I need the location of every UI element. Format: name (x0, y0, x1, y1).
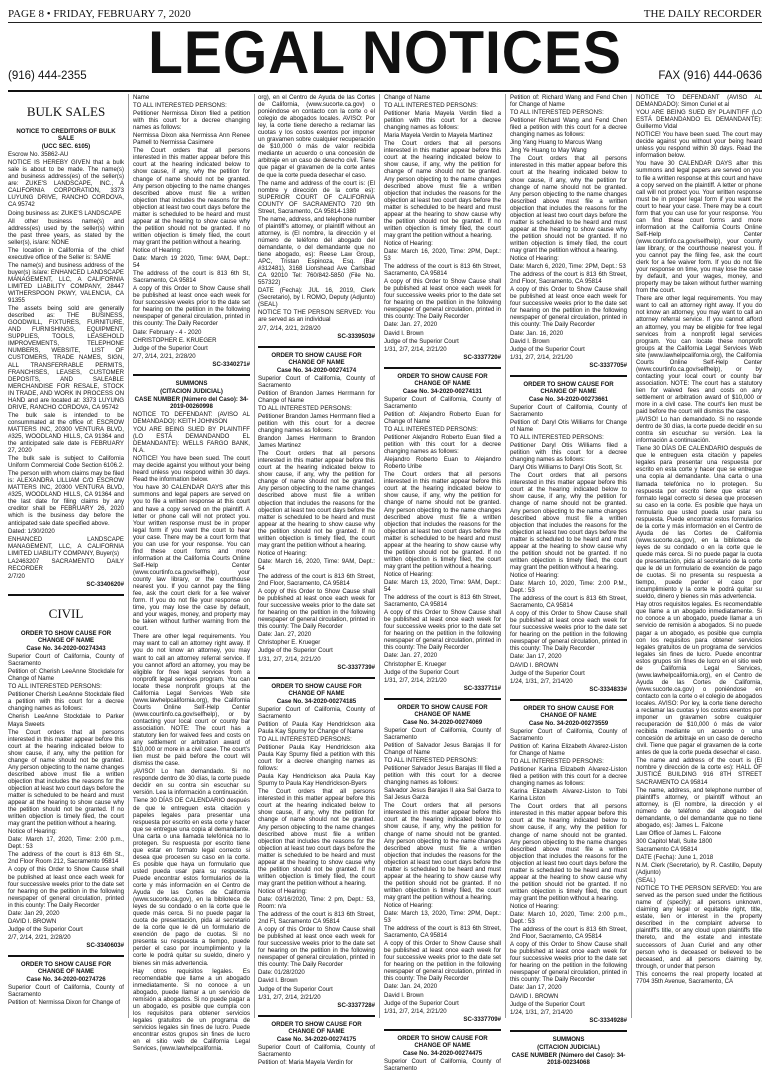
notice-text: Petitioner Daryl Otis Williams filed a petition with this court for a decree changing names as follows: (510, 442, 627, 464)
notice-heading: (CITACION JUDICIAL) (160, 387, 223, 395)
notice-text: A copy of this Order to Show Cause shall be published at least once each week for four successive weeks prior to the date set for hearing on the petition in the following newspaper of general circulation, printed in this county: The Daily Recorder (8, 866, 124, 909)
notice-text: 1/24, 1/31, 2/7, 2/14/20 (510, 1008, 573, 1016)
notice-text: All other business name(s) and address(es) used by the seller(s) within the past three years, as stated by the seller(s), is/are: NONE (8, 217, 124, 246)
notice-text: Date: Jan. 27, 2020 (384, 321, 438, 329)
notice-heading: Case No. 34-2020-00274069 (402, 718, 483, 726)
notice-ref-number: SC-3337720# (463, 353, 501, 361)
notice-heading: Case No. 34-2020-00274726 (26, 976, 106, 984)
notice-text: Petitioner Alejandro Roberto Euan filed a petition with this court for a decree changing names as follows: (384, 434, 501, 456)
notice-heading: Case No. 34-2020-00274475 (402, 1049, 483, 1057)
notice-text: Petition of: Alejandro Roberto Euan for Change of Name (384, 410, 501, 425)
notice-text: The address of the court is 813 6th Street, 2nd Fl, Sacramento CA 95814 (258, 911, 375, 926)
notice-text: The address of the court is 813 6th Street, Sacramento, CA 95814 (510, 595, 627, 610)
notice-text: 1/31, 2/7, 2/14, 2/21/20 (384, 676, 447, 684)
column-6 (636, 94, 762, 1018)
notice-text: Date: 03/16/2020, Time: 2 pm, Dept.: 53, Room: n/a (258, 895, 375, 911)
column-divider (254, 94, 255, 1018)
notice-text: Superior Court of California, County of Sacramento (8, 984, 124, 999)
notice-heading: ORDER TO SHOW CAUSE FOR CHANGE OF NAME (397, 1034, 488, 1049)
notice-separator (510, 375, 627, 377)
notice-text: Petitioner Salvador Jesus Barajas III filed a petition with this court for a decree changing names as follows: (384, 765, 501, 787)
notice-text: TO ALL INTERESTED PERSONS: (510, 758, 604, 766)
page-title: LEGAL NOTICES (148, 19, 622, 86)
notice-text: DAVID I. BROWN (510, 992, 559, 1000)
notice-text: NOTICE TO DEFENDANT (AVISO AL DEMANDADO): Simon Curiel et al (636, 94, 762, 109)
notice-text: David I. Brown (384, 991, 424, 999)
notice-text: Petitioner Karina Elizabeth Alvarez-Liston filed a petition with this court for a decree changing names as follows: (510, 766, 627, 788)
notice-text: Date: Jan 17, 2020 (510, 653, 562, 661)
column-divider (128, 94, 129, 1018)
notice-text: TO ALL INTERESTED PERSONS: (384, 426, 478, 434)
notice-text: You have 30 CALENDAR DAYS after this summons and legal papers are served on you to file a written response at this court and have a copy served on the plaintiff. A letter or phone call will not protect you. Your written response must be in proper legal form if you want the court to hear your case. There may be a court form that you can use for your response. You can find these court forms and more information at the California Courts Online Self-Help Center (www.courtinfo.ca.gov/selfhelp), your county law library, or the courthouse nearest you. If you cannot pay the filing fee, ask the court clerk for a fee waiver form. If you do not file your response on time, you may lose the case by default, and your wages, money, and property may be taken without further warning from the court. (133, 484, 250, 633)
notice-text: The name, address, and telephone number of plaintiff's attorney, or plaintiff without an attorney, is (El nombre, la dirección y el número de teléfono del abogado del demandante, o del demandante que no tiene abogado, es): James L. Falcone (636, 786, 762, 829)
notice-text: NOTICE! You have been sued. The court may decide against you without your being heard unless you respond within 30 days. Read the information below. (636, 131, 762, 160)
notice-text: org), en el Centro de Ayuda de las Cortes de California, (www.sucorte.ca.gov) o poniéndose en contacto con la corte o el colegio de abogados locales. AVISO: Por ley, la corte tiene derecho a reclamar las cuotas y los costos exentos por imponer un gravamen sobre cualquier recuperación de $10,000 ó más de valor recibida mediante un acuerdo o una concesión de arbitraje en un caso de derecho civil. Tiene que pagar el gravamen de la corte antes de que la corte pueda desechar el caso. (258, 94, 375, 179)
notice-heading: Case No. 34-2020-00273661 (528, 395, 609, 403)
notice-ref-number: SC-3334833# (589, 685, 627, 693)
notice-text: Christopher E. Krueger (384, 660, 447, 668)
notice-ref-number: SC-3340603# (86, 941, 124, 949)
notice-text: Petitioner Paula Kay Hendrickson aka Paula Kay Spurny filed a petition with this court for a decree changing names as follows: (258, 743, 375, 773)
notice-text: The address of the court is 813 6th Street, Sacramento, CA 95814 (384, 263, 501, 278)
notice-text: (SEAL) (636, 877, 656, 885)
notice-ref-number: SC-3337739# (337, 663, 375, 671)
notice-text: NOTICE! You have been sued. The court may decide against you without your being heard unless you respond within 30 days. Read the information below. (133, 455, 250, 484)
notice-text: LA2463207 SACRAMENTO DAILY RECORDER (8, 557, 124, 572)
notice-text: Daryl Otis Williams to Daryl Otis Scott, Sr. (510, 464, 623, 472)
notice-ref-number: SC-3337711# (463, 684, 501, 692)
notice-text: The address of the court is 813 6th Street, Sacramento, CA 95814 (384, 925, 501, 940)
notice-text: A copy of this Order to Show Cause shall be published at least once each week for four successive weeks prior to the date set for hearing on the petition in the following newspaper of general circulation, printed in this county: The Daily Recorder (384, 278, 501, 321)
notice-text: Notice of Hearing: (510, 571, 559, 579)
notice-heading: CASE NUMBER (Número del Caso): 34-2018-00234068 (511, 1051, 626, 1066)
column-4 (384, 94, 501, 1072)
notice-text: A copy of this Order to Show Cause shall be published at least once each week for four successive weeks prior to the date set for hearing on the petition in the following newspaper of general circulation, printed in this county: The Daily Recorder (258, 588, 375, 631)
notice-heading: (CITACION JUDICIAL) (537, 1043, 600, 1051)
notice-text: Superior Court of California, County of Sacramento (8, 653, 124, 668)
notice-text: Judge of the Superior Court (8, 925, 83, 933)
notice-text: The address of the court is 813 6th Street, 2nd Floor, Sacramento, CA 95814 (258, 573, 375, 588)
notice-heading: Case No. 34-2020-00274185 (276, 697, 357, 705)
notice-text: The Court orders that all persons interested in this matter appear before this court at the hearing indicated below to show cause, if any, why the petition for change of name should not be granted. Any person objecting to the name changes described above must file a written objection that includes the reasons for the objection at least two court days before the matter is scheduled to be heard and must appear at the hearing to show cause why the petition should not be granted. If no written objection is timely filed, the court may grant the petition without a hearing. (510, 472, 627, 571)
notice-text: Escrow No. 35862-AU (8, 151, 69, 159)
notice-text: TO ALL INTERESTED PERSONS: (258, 404, 352, 412)
section-heading: BULK SALES (26, 104, 106, 119)
notice-text: Date: 01/28/2020 (258, 969, 305, 977)
notice-text: Change of Name (384, 94, 431, 101)
column-5 (510, 94, 627, 1066)
notice-text: A copy of this Order to Show Cause shall be published at least once each week for four successive weeks prior to the date set for hearing on the petition in the following newspaper of general circulation, printed in this county: The Daily Recorder (510, 941, 627, 984)
notice-separator (8, 955, 124, 957)
notice-text: NOTICE TO THE PERSON SERVED: You are served as the person sued under the fictitious name of (specify): all persons unknown, claiming any legal or equitable right, title, estate, lien or interest in the property described in the complaint adverse to plaintiff's title, or any cloud upon plaintiffs title thereto, and the estate and intestate successors of Juan Curiel and any other person who is deceased or believed to be deceased, and all persons claiming by, through, or under that person (636, 885, 762, 970)
notice-text: Notice of Hearing: (8, 828, 57, 836)
notice-heading: Case No. 34-2020-00273559 (528, 719, 609, 727)
notice-text: Judge of the Superior Court (510, 1000, 585, 1008)
notice-text: Petition of: Richard Wang and Fend Chen for Change of Name (510, 94, 627, 109)
notice-text: ENHANCED LANDSCAPE MANAGEMENT, LLC, A CALIFORNIA LIMITED LIABILITY COMPANY, Buyer(s) (8, 535, 124, 557)
notice-text: The Court orders that all persons interested in this matter appear before this court at the hearing indicated below to show cause, if any, why the petition for change of name should not be granted. Any person objecting to the name changes described above must file a written objection that includes the reasons for the objection at least two court days before the matter is scheduled to be heard and must appear at the hearing to show cause why the petition should not be granted. If no written objection is timely filed, the court may grant the petition without a hearing. (510, 155, 627, 254)
notice-text: Petition of: Daryl Otis Williams for Change of Name (510, 418, 627, 434)
notice-text: Date: March 13, 2020, Time: 2PM, Dept.: 53 (384, 910, 501, 925)
notice-text: The address of the court is 813 6th St., 2nd Floor Room 212, Sacramento 95814 (8, 851, 124, 866)
newspaper-name: THE DAILY RECORDER (643, 8, 762, 20)
notice-text: Date: March 6, 2020, Time: 2PM, Dept.: 53 (510, 263, 626, 271)
notice-text: Notice of Hearing: (510, 902, 559, 910)
notice-heading: NOTICE TO CREDITORS OF BULK SALE (16, 128, 116, 143)
notice-text: TO ALL INTERESTED PERSONS: (384, 757, 478, 765)
notice-ref-number: SC-3337728# (337, 1001, 375, 1009)
notice-text: Petitioner Maria Mayela Verdin filed a petition with this court for a decree changing names as follows: (384, 110, 501, 132)
notice-text: Notice of Hearing: (258, 887, 307, 895)
notice-text: 300 Capitol Mall, Suite 1800 (636, 837, 713, 845)
notice-text: A copy of this Order to Show Cause shall be published at least once each week for four successive weeks prior to the date set for hearing on the petition in the following newspaper of general circulation, printed in this county: The Daily Recorder (258, 926, 375, 969)
notice-text: This concerns the real property located at 7704 35th Avenue, Sacramento, CA (636, 970, 762, 985)
notice-text: Date: March 10, 2020, Time: 2:00 p.m., Dept.: 53 (510, 911, 627, 926)
notice-text: Judge of the Superior Court (258, 985, 333, 993)
column-2 (133, 94, 250, 1053)
notice-text: Judge of the Superior Court (384, 999, 459, 1007)
notice-text: NOTICE TO DEFENDANT: (AVISO AL DEMANDADO): KEITH JOHNSON (133, 410, 250, 425)
notice-text: A copy of this Order to Show Cause shall be published at least once each week for four successive weeks prior to the date set for hearing on the petition in the following newspaper of general circulation, printed in this county: The Daily Recorder (384, 940, 501, 983)
notice-text: Petition of: Maria Mayela Verdin for (258, 1058, 353, 1066)
notice-text: Date: March 17, 2020, Time: 2:00 p.m., Dept.: 53 (8, 836, 124, 851)
notice-text: YOU ARE BEING SUED BY PLAINTIFF (LO ESTÁ DEMANDANDO EL DEMANDANTE): Guillermo Vidal (636, 109, 762, 131)
notice-heading: Case No. 34-2020-00274131 (402, 387, 483, 395)
notice-text: 1/31, 2/7, 2/14, 2/21/20 (258, 993, 321, 1001)
notice-text: Petition of: Karina Elizabeth Alvarez-Liston for Change of Name (510, 742, 627, 757)
notice-text: N.M. Clerk (Secretario), by R. Castillo, Deputy (Adjunto) (636, 862, 762, 877)
notice-text: TO ALL INTERESTED PERSONS: (510, 434, 604, 442)
column-divider (505, 94, 506, 1018)
notice-text: Hay otros requisitos legales. Es recomendable que llame a un abogado inmediatamente. Si no conoce a un abogado, puede llamar a un servicio de remisión a abogados. Si no puede pagar a un abogado, es posible que cumpla con los requisitos para obtener servicios legales gratuitos de un programa de servicios legales sin fines de lucro. Puede encontrar estos grupos sin fines de lucro en el sitio web de California Legal Services, (www.lawhelpcalifornia.org), en el Centro de Ayuda de las Cortes de California, (www.sucorte.ca.gov) o poniéndose en contacto con la corte o el colegio de abogados locales. AVISO: Por ley, la corte tiene derecho a reclamar las cuotas y los costos exentos por imponer un gravamen sobre cualquier recuperación de $10,000 ó más de valor recibida mediante un acuerdo o una concesión de arbitraje en un caso de derecho civil. Tiene que pagar el gravamen de la corte antes de que la corte pueda desechar el caso. (636, 601, 762, 757)
notice-text: Christopher E. Krueger (258, 639, 321, 647)
notice-text: NOTICE TO THE PERSON SERVED: You are served as an individual (258, 309, 375, 324)
notice-text: Date: March 19 2020, Time: 9AM, Dept.: 54 (133, 255, 250, 270)
notice-separator (258, 677, 375, 679)
notice-heading: SUMMONS (552, 1035, 585, 1043)
notice-text: YOU ARE BEING SUED BY PLAINTIFF (LO ESTÁ DEMANDANDO EL DEMANDANTE): WELLS FARGO BANK, N.A. (133, 426, 250, 455)
column-divider (379, 94, 380, 1018)
notice-text: A copy of this Order to Show Cause shall be published at least once each week for four successive weeks prior to the date set for hearing on the petition in the following newspaper of general circulation, printed in this county: The Daily Recorder (510, 286, 627, 329)
notice-heading: ORDER TO SHOW CAUSE FOR CHANGE OF NAME (20, 629, 112, 644)
notice-text: DAVID I. BROWN (8, 917, 57, 925)
notice-separator (510, 1030, 627, 1032)
notice-text: Date: Jan. 27, 2020 (258, 631, 312, 639)
notice-text: 1/24, 1/31, 2/7, 2/14/20 (510, 677, 573, 685)
notice-text: The address of the court is 813 6th Street, Sacramento, CA 95814 (384, 594, 501, 609)
notice-text: The address of the court is 813 6th Street, 2nd Floor, Sacramento, CA 95814 (510, 271, 627, 286)
notice-text: TO ALL INTERESTED PERSONS: (510, 109, 604, 117)
notice-heading: (UCC SEC. 6105) (41, 143, 91, 151)
notice-text: The Court orders that all persons interested in this matter appear before this court at the hearing indicated below to show cause, if any, why the petition for change of name should not be granted. Any person objecting to the name changes described above must file a written objection that includes the reasons for the objection at least two court days before the matter is scheduled to be heard and must appear at the hearing to show cause why the petition should not be granted. If no written objection is timely filed, the court may grant the petition without a hearing. (384, 140, 501, 239)
notice-text: Petitioner Nermissa Dixon filed a petition with this court for a decree changing names as follows: (133, 110, 250, 132)
notice-text: DAVID I. BROWN (510, 661, 559, 669)
notice-text: Superior Court of California, County of Sacramento (384, 395, 501, 410)
notice-ref-number: SC-3340271# (212, 360, 250, 368)
notice-text: Alejandro Roberto Euan to Alejandro Roberto Uribe (384, 456, 501, 471)
notice-text: The bulk sale is subject to California Uniform Commercial Code Section 6106.2. (8, 455, 124, 470)
notice-text: Notice of Hearing: (510, 255, 559, 263)
column-1 (8, 94, 124, 1018)
notice-text: The Court orders that all persons interested in this matter appear before this court at the hearing indicated below to show cause, if any, why the petition for change of name should not be granted. Any person objecting to the name changes described above must file a written objection that includes the reasons for the objection at least two court days before the matter is scheduled to be heard and must appear at the hearing to show cause why the petition should not be granted. If no written objection is timely filed, the court may grant the petition without a hearing. (258, 450, 375, 549)
notice-text: Petitioner Brandon James Herrmann filed a petition with this court for a decree changing names as follows: (258, 412, 375, 435)
notice-text: Petition of: Cherish LeeAnne Stockdale for Change of Name (8, 668, 124, 683)
notice-heading: CASE NUMBER (Número del Caso): 34-2019-00260998 (134, 395, 249, 410)
notice-ref-number: SC-3334928# (589, 1016, 627, 1024)
notice-text: Judge of the Superior Court (510, 345, 585, 353)
notice-text: Nermissa Dixon aka Nermissa Ann Renee Pamell to Nermissa Casimere (133, 132, 250, 147)
notice-text: Doing business as: ZUKE'S LANDSCAPE (8, 209, 122, 217)
notice-text: Paula Kay Hendrickson aka Paula Kay Spurny to Paula Kay Hendrickson-Byers (258, 773, 375, 788)
notice-text: Name (133, 94, 150, 101)
notice-text: The location in California of the chief executive office of the Seller is: SAME (8, 246, 124, 261)
notice-text: TO ALL INTERESTED PERSONS: (258, 735, 352, 743)
notice-heading: Case No. 34-2020-00274174 (276, 366, 357, 374)
notice-text: The Court orders that all persons interested in this matter appear before this court at the hearing indicated below to show cause, if any, why the petition for change of name should not be granted. Any person objecting to the name changes described above must file a written objection that includes the reasons for the objection at least two court days before the matter is scheduled to be heard and must appear at the hearing to show cause why the petition should not be granted. If no written objection is timely filed, the court may grant the petition without a hearing. (384, 471, 501, 570)
notice-text: Brandon James Herrmann to Brandon James Martinez (258, 435, 375, 450)
notice-text: Law Office of James L. Falcone (636, 829, 722, 837)
notice-text: Superior Court of California, County of Sacramento (384, 1057, 501, 1072)
notice-text: The Court orders that all persons interested in this matter appear before this court at the hearing indicated below to show cause, if any, why the petition for change of name should not be granted. Any person objecting to the name changes described above must file a written objection that includes the reasons for the objection at least two court days before the matter is scheduled to be heard and must appear at the hearing to show cause why the petition should not be granted. If no written objection is timely filed, the court may grant the petition without a hearing. (258, 788, 375, 887)
notice-text: Karina Elizabeth Alvarez-Liston to Tobi Karina Liston (510, 788, 627, 803)
notice-separator (384, 367, 501, 369)
notice-text: Hay otros requisitos legales. Es recomendable que llame a un abogado inmediatamente. Si no conoce a un abogado, puede llamar a un servicio de remisión a abogados. Si no puede pagar a un abogado, es posible que cumpla con los requisitos para obtener servicios legales gratuitos de un programa de servicios legales sin fines de lucro. Puede encontrar estos grupos sin fines de lucro en el sitio web de California Legal Services, (www.lawhelpcalifornia. (133, 967, 250, 1053)
notice-heading: ORDER TO SHOW CAUSE FOR CHANGE OF NAME (271, 1020, 362, 1035)
notice-heading: ORDER TO SHOW CAUSE FOR CHANGE OF NAME (271, 682, 362, 697)
notice-separator (8, 594, 124, 596)
notice-text: Superior Court of California, County of Sacramento (510, 403, 627, 418)
notice-text: Tiene 30 DÍAS DE CALENDARIO después de que le entreguen esta citación y papeles legales para presentar una respuesta por escrito en esta corte y hacer que se entregue una copia al demandante. Una carta o una llamada telefónica no lo protegen. Su respuesta por escrito tiene que estar en formato legal correcto si desea que procesen su caso en la corte. Es posible que haya un formulario que usted pueda usar para su respuesta. Puede encontrar estos formularios de la corte y más información en el Centro de Ayuda de las Cortes de California (www.sucorte.ca.gov), en la biblioteca de leyes de su condado o en la corte que le quede más cerca. Si no puede pagar la cuota de presentación, pida al secretario de la corte que le dé un formulario de exención de pago de cuotas. Si no presenta su respuesta a tiempo, puede perder el caso por incumplimiento y la corte le podrá quitar su sueldo, dinero y bienes sin más advertencia. (133, 797, 250, 967)
notice-text: Date: March 16, 2020, Time: 2PM, Dept.: 53 (384, 247, 501, 263)
notice-text: Notice of Hearing: (133, 246, 182, 254)
notice-text: David I. Brown (384, 329, 424, 337)
notice-heading: ORDER TO SHOW CAUSE FOR CHANGE OF NAME (397, 372, 488, 387)
notice-text: Jing Yang Huang to Marcus Wang (510, 139, 603, 147)
notice-text: A copy of this Order to Show Cause shall be published at least once each week for four successive weeks prior to the date set for hearing on the petition in the following newspaper of general circulation, printed in this county: The Daily Recorder (133, 285, 250, 328)
notice-text: TO ALL INTERESTED PERSONS: (133, 102, 227, 110)
notice-text: DATE (Fecha): JUL 16, 2019, Clerk (Secretario), by I. ROMO, Deputy (Adjunto) (SEAL) (258, 287, 375, 309)
notice-text: The address of the court is 813 6th St, Sacramento, CA 95814 (133, 270, 250, 285)
notice-text: The Court orders that all persons interested in this matter appear before this court at the hearing indicated below to show cause, if any, why the petition for change of name should not be granted. Any person objecting to the name changes described above must file a written objection that includes the reasons for the objection at least two court days before the matter is scheduled to be heard and must appear at the hearing to show cause why the petition should not be granted. If no written objection is timely filed, the court may grant the petition without a hearing. (384, 802, 501, 901)
page-date-label: PAGE 8 • FRIDAY, FEBRUARY 7, 2020 (8, 8, 191, 20)
notice-text: TO ALL INTERESTED PERSONS: (384, 102, 478, 110)
notice-text: Date: March 10, 2020, Time: 2:00 P.M., Dept.: 53 (510, 580, 627, 595)
notice-separator (258, 1015, 375, 1017)
notice-text: Petition of: Nermissa Dixon for Change of (8, 999, 121, 1007)
notice-text: Notice of Hearing: (258, 549, 307, 557)
notice-heading: ORDER TO SHOW CAUSE FOR CHANGE OF NAME (397, 703, 488, 718)
notice-text: Superior Court of California, County of Sacramento (510, 727, 627, 742)
notice-text: Petitioner Richard Wang and Fend Chen filed a petition with this court for a decree changing names as follows: (510, 117, 627, 139)
notice-text: 1/31, 2/7, 2/14, 2/21/20 (510, 353, 573, 361)
notice-text: Jing Ye Huang to May Wang (510, 147, 587, 155)
notice-text: Petition of Salvador Jesus Barajas II for Change of Name (384, 741, 501, 756)
notice-text: Date: February - 4 - 2020 (133, 328, 202, 336)
notice-text: Notice of Hearing: (384, 239, 433, 247)
notice-text: 2/7, 2/14, 2/21, 2/28/20 (133, 352, 196, 360)
notice-text: NOTICE IS HEREBY GIVEN that a bulk sale is about to be made. The name(s) and business address(es) of the seller(s) are: ZUKE'S LANDSCAPE, INC., A CALIFORNIA CORPORATION, 3373 LUYUNG DRIVE, RANCHO CORDOVA, CA 95742 (8, 159, 124, 209)
notice-text: The name, address, and telephone number of plaintiff's attorney, or plaintiff without an attorney, is (El nombre, la dirección y el número de teléfono del abogado del demandante, o del demandante que no tiene abogado, es): Reese Law Group, APC, Tristan Espinoza, Esq. (Bar #312481), 3168 Lionshead Ave Carlsbad CA 92010 Tel: 760/842-5850 (File No. 557322) (258, 215, 375, 287)
notice-text: Notice of Hearing: (384, 901, 433, 909)
notice-text: David I. Brown (510, 337, 550, 345)
notice-text: The Court orders that all persons interested in this matter appear before this court at the hearing indicated below to show cause, if any, why the petition for change of name should not be granted. Any person objecting to the name changes described above must file a written objection that includes the reasons for the objection at least two court days before the matter is scheduled to be heard and must appear at the hearing to show cause why the petition should not be granted. If no written objection is timely filed, the court may grant the petition without a hearing. (8, 728, 124, 828)
notice-text: 1/31, 2/7, 2/14, 2/21/20 (384, 1007, 447, 1015)
notice-text: The name(s) and business address of the buyer(s) is/are: ENHANCED LANDSCAPE MANAGEMENT, LLC, A CALIFORNIA LIMITED LIABILITY COMPANY, 28447 WITHERSPOON PKWY, VALENCIA, CA 91355 (8, 261, 124, 305)
notice-text: There are other legal requirements. You may want to call an attorney right away. If you do not know an attorney, you may want to call an attorney referral service. If you cannot afford an attorney, you may be eligible for free legal services from a nonprofit legal services program. You can locate these nonprofit groups at the California Legal Services Web site (www.lawhelpcalifornia.org), the California Courts Online Self-Help Center (www.courtinfo.ca.gov/selfhelp), or by contacting your local court or county bar association. NOTE: The court has a statutory lien for waived fees and costs on any settlement or arbitration award of $10,000 or more in a civil case. The court's lien must be paid before the court will dismiss the case. (636, 295, 762, 416)
notice-ref-number: SC-3337709# (463, 1015, 501, 1023)
notice-text: CHRISTOPHER E. KRUEGER (133, 336, 217, 344)
notice-text: 2/7, 2/14, 2/21, 2/28/20 (258, 324, 321, 332)
notice-heading: Case No. 34-2020-00274175 (276, 1035, 357, 1043)
notice-separator (384, 1029, 501, 1031)
notice-text: Date: Jan. 24, 2020 (384, 983, 438, 991)
notice-text: The Court orders that all persons interested in this matter appear before this court at the hearing indicated below to show cause, if any, why the petition for change of name should not be granted. Any person objecting to the name changes described above must file a written objection that includes the reasons for the objection at least two court days before the matter is scheduled to be heard and must appear at the hearing to show cause why the petition should not be granted. If no written objection is timely filed, the court may grant the petition without a hearing. (133, 147, 250, 246)
notice-heading: Case No. 34-2020-00274343 (26, 645, 106, 653)
notice-text: Tiene 30 DÍAS DE CALENDARIO después de que le entreguen esta citación y papeles legales para presentar una respuesta por escrito en esta corte y hacer que se entregue una copia al demandante. Una carta o una llamada telefónica no lo protegen. Su respuesta por escrito tiene que estar en formato legal correcto si desea que procesen su caso en la corte. Es posible que haya un formulario que usted pueda usar para su respuesta. Puede encontrar estos formularios de la corte y más información en el Centro de Ayuda de las Cortes de California (www.sucorte.ca.gov), en la biblioteca de leyes de su condado o en la corte que le quede más cerca. Si no puede pagar la cuota de presentación, pida al secretario de la corte que le dé un formulario de exención de pago de cuotas. Si no presenta su respuesta a tiempo, puede perder el caso por incumplimiento y la corte le podrá quitar su sueldo, dinero y bienes sin más advertencia. (636, 445, 762, 601)
notice-text: Superior Court of California, County of Sacramento (258, 705, 375, 720)
notice-text: The bulk sale is intended to be consummated at the office of: ESCROW MATTERS INC, 20300 VENTURA BLVD, #325, WOODLAND HILLS, CA 91364 and the anticipated sale date is FEBRUARY 27, 2020 (8, 411, 124, 455)
notice-text: Maria Mayela Verdin to Mayela Martinez (384, 132, 493, 140)
notice-text: Judge of the Superior Court (133, 344, 208, 352)
notice-text: Petition of Paula Kay Hendrickson aka Paula Kay Spurny for Change of Name (258, 720, 375, 735)
notice-heading: ORDER TO SHOW CAUSE FOR CHANGE OF NAME (20, 960, 112, 976)
notice-text: 1/31, 2/7, 2/14, 2/21/20 (384, 345, 447, 353)
notice-text: David I. Brown (258, 977, 298, 985)
notice-text: Superior Court of California, County of Sacramento (258, 374, 375, 389)
notice-text: Date: March 13, 2020, Time: 9AM, Dept.: 54 (384, 579, 501, 594)
section-heading: CIVIL (48, 605, 84, 621)
notice-heading: ORDER TO SHOW CAUSE FOR CHANGE OF NAME (271, 351, 362, 366)
notice-text: Superior Court of California, County of Sacramento (384, 726, 501, 741)
notice-text: ¡AVISO! Lo han demandado. Si no responde dentro de 30 días, la corte puede decidir en su contra sin escuchar su versión. Lea la información a continuación. (636, 416, 762, 445)
notice-text: Judge of the Superior Court (384, 337, 459, 345)
notice-heading: ORDER TO SHOW CAUSE FOR CHANGE OF NAME (523, 704, 614, 719)
notice-heading: SUMMONS (175, 379, 208, 387)
notice-separator (258, 346, 375, 348)
notice-text: TO ALL INTERESTED PERSONS: (8, 683, 102, 691)
notice-text: The person with whom claims may be filed is: ALEXANDRA LILLIAM C/O ESCROW MATTERS INC, 20300 VENTURA BLVD, #325, WOODLAND HILLS, CA 91364 and the last date for filing claims by any creditor shall be FEBRUARY 26, 2020 which is the business day before the anticipated sale date specified above. (8, 470, 124, 527)
masthead (8, 19, 762, 92)
notice-text: The name and address of the court is: (El nombre y dirección de la corte es): SUPERIOR COURT OF CALIFORNIA COUNTY OF SACRAMENTO 720 9th Street, Sacramento, CA 95814-1380 (258, 179, 375, 215)
notice-text: Judge of the Superior Court (384, 668, 459, 676)
notice-text: Superior Court of California, County of Sacramento (258, 1043, 375, 1058)
fax-number: FAX (916) 444-0636 (658, 70, 762, 82)
notice-heading: ORDER TO SHOW CAUSE FOR CHANGE OF NAME (523, 380, 614, 395)
notice-text: The Court orders that all persons interested in this matter appear before this court at the hearing indicated below to show cause, if any, why the petition for change of name should not be granted. Any person objecting to the name changes described above must file a written objection that includes the reasons for the objection at least two court days before the matter is scheduled to be heard and must appear at the hearing to show cause why the petition should not be granted. If no written objection is timely filed, the court may grant the petition without a hearing. (510, 803, 627, 902)
notice-text: 1/31, 2/7, 2/14, 2/21/20 (258, 655, 321, 663)
notice-text: Cherish LeeAnne Stockdale to Parker Maya Sweets (8, 713, 124, 728)
notice-text: ¡AVISO! Lo han demandado. Si no responde dentro de 30 días, la corte puede decidir en su contra sin escuchar su versión. Lea la información a continuación. (133, 768, 250, 797)
notice-text: Petition of Brandon James Herrmann for Change of Name (258, 389, 375, 404)
notice-text: Date: Jan 17, 2020 (510, 984, 562, 992)
notice-ref-number: SC-3337705# (589, 361, 627, 369)
notice-text: Petitioner Cherish LeeAnne Stockdale filed a petition with this court for a decree changing names as follows: (8, 691, 124, 713)
notice-text: Date: March 16, 2020, Time: 9AM, Dept.: 54 (258, 557, 375, 572)
notice-text: A copy of this Order to Show Cause shall be published at least once each week for four successive weeks prior to the date set for hearing on the petition in the following newspaper of general circulation, printed in this county: The Daily Recorder (510, 610, 627, 653)
notice-text: You have 30 CALENDAR DAYS after this summons and legal papers are served on you to file a written response at this court and have a copy served on the plaintiff. A letter or phone call will not protect you. Your written response must be in proper legal form if you want the court to hear your case. There may be a court form that you can use for your response. You can find these court forms and more information at the California Courts Online Self-Help Center (www.courtinfo.ca.gov/selfhelp), your county law library, or the courthouse nearest you. If you cannot pay the filing fee, ask the court clerk for a fee waiver form. If you do not file your response on time, you may lose the case by default, and your wages, money, and property may be taken without further warning from the court. (636, 160, 763, 295)
notice-ref-number: SC-3340620# (86, 580, 124, 588)
notice-text: A copy of this Order to Show Cause shall be published at least once each week for four successive weeks prior to the date set for hearing on the petition in the following newspaper of general circulation, printed in this county: The Daily Recorder (384, 609, 501, 652)
notice-text: Salvador Jesus Barajas II aka Sal Garza to Sal Jesus Garza (384, 787, 501, 802)
notice-text: Date: Jan 29, 2020 (8, 909, 60, 917)
notice-text: Date: Jan. 16, 2020 (510, 329, 564, 337)
phone-number: (916) 444-2355 (8, 70, 87, 82)
notice-ref-number: SC-3339503# (337, 332, 375, 340)
notice-text: Judge of the Superior Court (510, 669, 585, 677)
notice-separator (384, 698, 501, 700)
notice-text: 2/7, 2/14, 2/21, 2/28/20 (8, 933, 71, 941)
notice-text: DATE (Fecha): June 1, 2018 (636, 853, 714, 861)
notice-text: Notice of Hearing: (384, 570, 433, 578)
notice-text: The assets being sold are generally described as: THE BUSINESS, GOODWILL, FIXTURES, FURNITURE, AND FURNISHINGS, EQUIPMENT, SUPPLIES, TOOLS, LEASEHOLD IMPROVEMENTS, TELEPHONE NUMBERS, WEBSITE, LIST OF CUSTOMERS, TRADE NAMES, SIGN, ALL TRANSFERRABLE PERMITS, FRANCHISES, LEASES, CUSTOMER DEPOSITS, AND SALEABLE MERCHANDISE FOR RESALE, STOCK IN TRADE, AND WORK IN PROCESS ON HAND and are located at: 3373 LUYUNG DRIVE, RANCHO CORDOVA, CA 95742 (8, 305, 124, 411)
notice-text: Date: Jan. 27, 2020 (384, 652, 438, 660)
column-divider (631, 94, 632, 1018)
notice-text: There are other legal requirements. You may want to call an attorney right away. If you do not know an attorney, you may want to call an attorney referral service. If you cannot afford an attorney, you may be eligible for free legal services from a nonprofit legal services program. You can locate these nonprofit groups at the California Legal Services Web site (www.lawhelpcalifornia.org), the California Courts Online Self-Help Center (www.courtinfo.ca.gov/selfhelp), or by contacting your local court or county bar association. NOTE: The court has a statutory lien for waived fees and costs on any settlement or arbitration award of $10,000 or more in a civil case. The court's lien must be paid before the court will dismiss the case. (133, 633, 250, 768)
notice-separator (510, 699, 627, 701)
notice-text: The address of the court is 813 6th Street, 2nd Floor, Sacramento, CA 95814 (510, 926, 627, 941)
notice-text: Dated: 1/30/2020 (8, 527, 55, 535)
notice-separator (133, 374, 250, 376)
column-3 (258, 94, 375, 1066)
notice-text: Sacramento CA 95814 (636, 845, 698, 853)
notice-text: 2/7/20 (8, 572, 25, 580)
notice-text: The name and address of the court is (El nombre y dirección de la corte es): HALL OF JUSTICE BUILDING 916 8TH STREET SACRAMENTO CA 95814 (636, 757, 762, 786)
notice-text: Judge of the Superior Court (258, 647, 333, 655)
